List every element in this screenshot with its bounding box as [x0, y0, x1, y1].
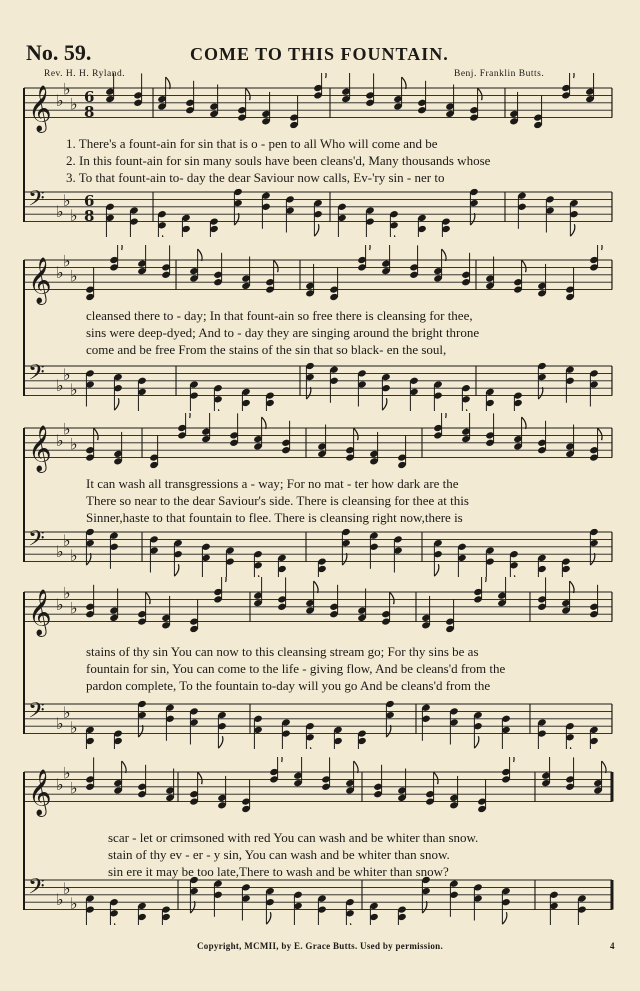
treble-clef-icon: 𝄞	[28, 589, 52, 636]
note-chord	[433, 539, 443, 576]
note-chord	[85, 585, 95, 619]
note-chord	[389, 210, 399, 237]
lyric-line-verse-2: sins were deep-dyed; And to - day they are singing around the bright throne	[86, 325, 480, 340]
note-chord	[109, 532, 119, 569]
note-chord	[317, 424, 327, 458]
lyric-line-verse-1: 1. There's a fount-ain for sin that is o - pen to all Who will come and be	[66, 136, 438, 151]
note-chord	[357, 588, 367, 622]
note-chord	[509, 92, 519, 126]
treble-staff-3	[0, 413, 640, 473]
time-signature-bottom: 8	[84, 102, 95, 121]
note-chord	[409, 377, 419, 411]
time-signature-bottom: 8	[84, 206, 95, 225]
note-chord	[501, 887, 511, 924]
flat-icon: ♭	[63, 879, 71, 899]
note-chord	[265, 391, 275, 410]
flat-icon: ♭	[56, 376, 64, 396]
note-chord	[561, 557, 571, 576]
hymn-composer: Benj. Franklin Butts.	[454, 69, 545, 79]
note-chord	[577, 894, 587, 924]
note-chord	[321, 757, 331, 791]
bass-clef-icon: 𝄢	[28, 360, 45, 391]
note-chord	[137, 592, 150, 626]
note-chord	[381, 373, 391, 410]
note-chord	[305, 581, 318, 615]
note-chord	[181, 214, 191, 237]
note-chord	[433, 249, 446, 283]
flat-icon: ♭	[56, 714, 64, 734]
note-chord	[157, 77, 170, 111]
lyric-line-verse-2: 2. In this fount-ain for sin many souls have been cleans'd, Many thousands whose	[66, 153, 491, 168]
flat-icon: ♭	[56, 262, 64, 282]
note-chord	[165, 704, 175, 741]
flat-icon: ♭	[70, 94, 78, 114]
note-chord	[345, 428, 358, 462]
note-chord	[85, 428, 98, 462]
note-chord	[381, 592, 394, 626]
note-chord	[445, 84, 455, 118]
flat-icon: ♭	[63, 251, 71, 271]
treble-staff-1	[0, 73, 640, 133]
lyric-line-verse-3: come and be free From the stains of the sin that so black- en the soul,	[86, 342, 447, 357]
note-chord	[313, 199, 323, 236]
flat-icon: ♭	[70, 598, 78, 618]
flat-icon: ♭	[56, 774, 64, 794]
note-chord	[473, 711, 483, 748]
flat-icon: ♭	[56, 202, 64, 222]
note-chord	[589, 428, 602, 462]
lyric-line-verse-1: cleansed there to - day; In that fount-ain so free there is cleansing for thee,	[86, 308, 473, 323]
flat-icon: ♭	[63, 703, 71, 723]
note-chord	[461, 253, 471, 287]
note-chord	[449, 880, 459, 917]
flat-icon: ♭	[70, 379, 78, 399]
note-chord	[537, 264, 547, 298]
note-chord	[241, 780, 251, 814]
note-chord	[161, 905, 171, 924]
note-chord	[213, 253, 223, 287]
note-chord	[241, 388, 251, 411]
note-chord	[549, 891, 559, 925]
treble-clef-icon: 𝄞	[28, 257, 52, 304]
note-chord	[189, 600, 199, 634]
note-chord	[365, 206, 375, 236]
treble-staff-5	[0, 757, 640, 817]
note-chord	[185, 81, 195, 115]
flat-icon: ♭	[56, 90, 64, 110]
lyric-line-verse-2: stain of thy ev - er - y sin, You can wash and be whiter than snow.	[108, 847, 450, 862]
treble-staff-4	[0, 577, 640, 637]
note-chord	[201, 543, 211, 577]
note-chord	[509, 550, 519, 577]
note-chord	[261, 192, 271, 229]
page-mark: 4	[610, 941, 615, 951]
lyric-line-verse-3: 3. To that fount-ain to- day the dear Saviour now calls, Ev-'ry sin - ner to	[66, 170, 445, 185]
hymn-title: COME TO THIS FOUNTAIN.	[190, 44, 449, 64]
note-chord	[253, 715, 263, 749]
note-chord	[485, 546, 495, 576]
flat-icon: ♭	[56, 430, 64, 450]
note-chord	[589, 726, 599, 749]
note-chord	[281, 718, 291, 748]
bass-staff-4	[0, 689, 640, 749]
note-chord	[293, 891, 303, 925]
flat-icon: ♭	[56, 542, 64, 562]
note-chord	[253, 417, 266, 451]
flat-icon: ♭	[63, 531, 71, 551]
flat-icon: ♭	[70, 778, 78, 798]
treble-staff-2	[0, 245, 640, 305]
note-chord	[113, 432, 123, 466]
note-chord	[329, 366, 339, 403]
note-chord	[565, 424, 575, 458]
bass-clef-icon: 𝄢	[28, 526, 45, 557]
note-chord	[149, 436, 159, 470]
flat-icon: ♭	[70, 717, 78, 737]
note-chord	[165, 768, 175, 802]
note-chord	[265, 260, 278, 294]
note-chord	[537, 421, 547, 455]
note-chord	[129, 206, 139, 236]
flat-icon: ♭	[63, 763, 71, 783]
note-chord	[589, 585, 599, 619]
note-chord	[85, 894, 95, 924]
note-chord	[513, 417, 526, 451]
note-chord	[289, 96, 299, 130]
note-chord	[537, 577, 547, 611]
note-chord	[433, 380, 443, 410]
note-chord	[565, 268, 575, 302]
note-chord	[537, 718, 547, 748]
note-chord	[265, 887, 275, 924]
flat-icon: ♭	[70, 434, 78, 454]
bass-clef-icon: 𝄢	[28, 874, 45, 905]
note-chord	[189, 380, 199, 410]
note-chord	[393, 77, 406, 111]
treble-clef-icon: 𝄞	[28, 769, 52, 816]
time-signature-top: 6	[84, 88, 95, 107]
flat-icon: ♭	[70, 893, 78, 913]
note-chord	[277, 554, 287, 577]
note-chord	[237, 88, 250, 122]
flat-icon: ♭	[70, 545, 78, 565]
note-chord	[137, 765, 147, 799]
note-chord	[217, 776, 227, 810]
treble-clef-icon: 𝄞	[28, 85, 52, 132]
note-chord	[449, 776, 459, 810]
note-chord	[329, 585, 339, 619]
note-chord	[485, 388, 495, 411]
note-chord	[593, 761, 606, 795]
time-signature-top: 6	[84, 192, 95, 211]
treble-clef-icon: 𝄞	[28, 425, 52, 472]
lyric-line-verse-3: Sinner,haste to that fountain to flee. There is cleansing right now,there is	[86, 510, 463, 525]
note-chord	[109, 588, 119, 622]
note-chord	[365, 73, 375, 107]
note-chord	[113, 373, 123, 410]
note-chord	[337, 203, 347, 237]
copyright-notice: Copyright, MCMII, by E. Grace Butts. Used by permission.	[196, 941, 444, 951]
flat-icon: ♭	[70, 266, 78, 286]
hymn-author: Rev. H. H. Ryland.	[44, 69, 126, 79]
note-chord	[85, 726, 95, 749]
note-chord	[213, 880, 223, 917]
note-chord	[161, 245, 171, 279]
note-chord	[209, 217, 219, 236]
note-chord	[317, 894, 327, 924]
note-chord	[305, 264, 315, 298]
note-chord	[533, 96, 543, 130]
note-chord	[417, 214, 427, 237]
note-chord	[109, 898, 119, 925]
note-chord	[409, 245, 419, 279]
lyric-line-verse-3: sin ere it may be too late,There to wash and be whiter than snow?	[108, 864, 449, 879]
note-chord	[513, 260, 526, 294]
note-chord	[241, 256, 251, 290]
note-chord	[189, 772, 202, 806]
note-chord	[469, 88, 482, 122]
note-chord	[565, 366, 575, 403]
note-chord	[105, 203, 115, 237]
note-chord	[417, 81, 427, 115]
note-chord	[397, 436, 407, 470]
bass-clef-icon: 𝄢	[28, 186, 45, 217]
note-chord	[157, 210, 167, 237]
note-chord	[137, 902, 147, 925]
note-chord	[333, 726, 343, 749]
note-chord	[225, 546, 235, 576]
note-chord	[445, 600, 455, 634]
note-chord	[281, 421, 291, 455]
note-chord	[209, 84, 219, 118]
hymn-number: No. 59.	[26, 40, 92, 65]
note-chord	[513, 391, 523, 410]
lyric-line-verse-3: pardon complete, To the fountain to-day will you go And be cleans'd from the	[86, 678, 491, 693]
note-chord	[189, 249, 202, 283]
note-chord	[113, 761, 126, 795]
note-chord	[161, 596, 171, 630]
note-chord	[253, 550, 263, 577]
note-chord	[369, 432, 379, 466]
note-chord	[485, 256, 495, 290]
note-chord	[369, 532, 379, 569]
bass-staff-2	[0, 351, 640, 411]
lyric-line-verse-2: There so near to the dear Saviour's side. There is cleansing for thee at this	[86, 493, 469, 508]
note-chord	[461, 384, 471, 411]
flat-icon: ♭	[63, 583, 71, 603]
note-chord	[113, 729, 123, 748]
flat-icon: ♭	[56, 594, 64, 614]
note-chord	[213, 384, 223, 411]
flat-icon: ♭	[56, 890, 64, 910]
flat-icon: ♭	[63, 79, 71, 99]
note-chord	[133, 73, 143, 107]
bass-clef-icon: 𝄢	[28, 698, 45, 729]
note-chord	[137, 377, 147, 411]
note-chord	[457, 543, 467, 577]
lyric-line-verse-2: fountain for sin, You can come to the life - giving flow, And be cleans'd from the	[86, 661, 506, 676]
note-chord	[421, 704, 431, 741]
note-chord	[329, 268, 339, 302]
lyric-line-verse-1: scar - let or crimsoned with red You can wash and be whiter than snow.	[108, 830, 479, 845]
note-chord	[397, 768, 407, 802]
note-chord	[357, 729, 367, 748]
note-chord	[501, 715, 511, 749]
note-chord	[373, 765, 383, 799]
note-chord	[421, 596, 431, 630]
note-chord	[537, 554, 547, 577]
note-chord	[85, 268, 95, 302]
note-chord	[229, 413, 239, 447]
flat-icon: ♭	[63, 191, 71, 211]
flat-icon: ♭	[70, 205, 78, 225]
note-chord	[397, 905, 407, 924]
note-chord	[425, 772, 438, 806]
note-chord	[569, 199, 579, 236]
note-chord	[561, 581, 574, 615]
note-chord	[85, 757, 95, 791]
note-chord	[277, 577, 287, 611]
lyric-line-verse-1: stains of thy sin You can now to this cleansing stream go; For thy sins be as	[86, 644, 479, 659]
note-chord	[477, 780, 487, 814]
flat-icon: ♭	[63, 419, 71, 439]
footer	[0, 941, 640, 951]
note-chord	[217, 711, 227, 748]
note-chord	[345, 761, 358, 795]
note-chord	[317, 557, 327, 576]
note-chord	[565, 722, 575, 749]
flat-icon: ♭	[63, 365, 71, 385]
note-chord	[565, 757, 575, 791]
lyric-line-verse-1: It can wash all transgressions a - way; For no mat - ter how dark are the	[86, 476, 459, 491]
note-chord	[369, 902, 379, 925]
note-chord	[261, 92, 271, 126]
note-chord	[485, 413, 495, 447]
note-chord	[517, 192, 527, 229]
note-chord	[441, 217, 451, 236]
note-chord	[345, 898, 355, 925]
note-chord	[305, 722, 315, 749]
note-chord	[173, 539, 183, 576]
